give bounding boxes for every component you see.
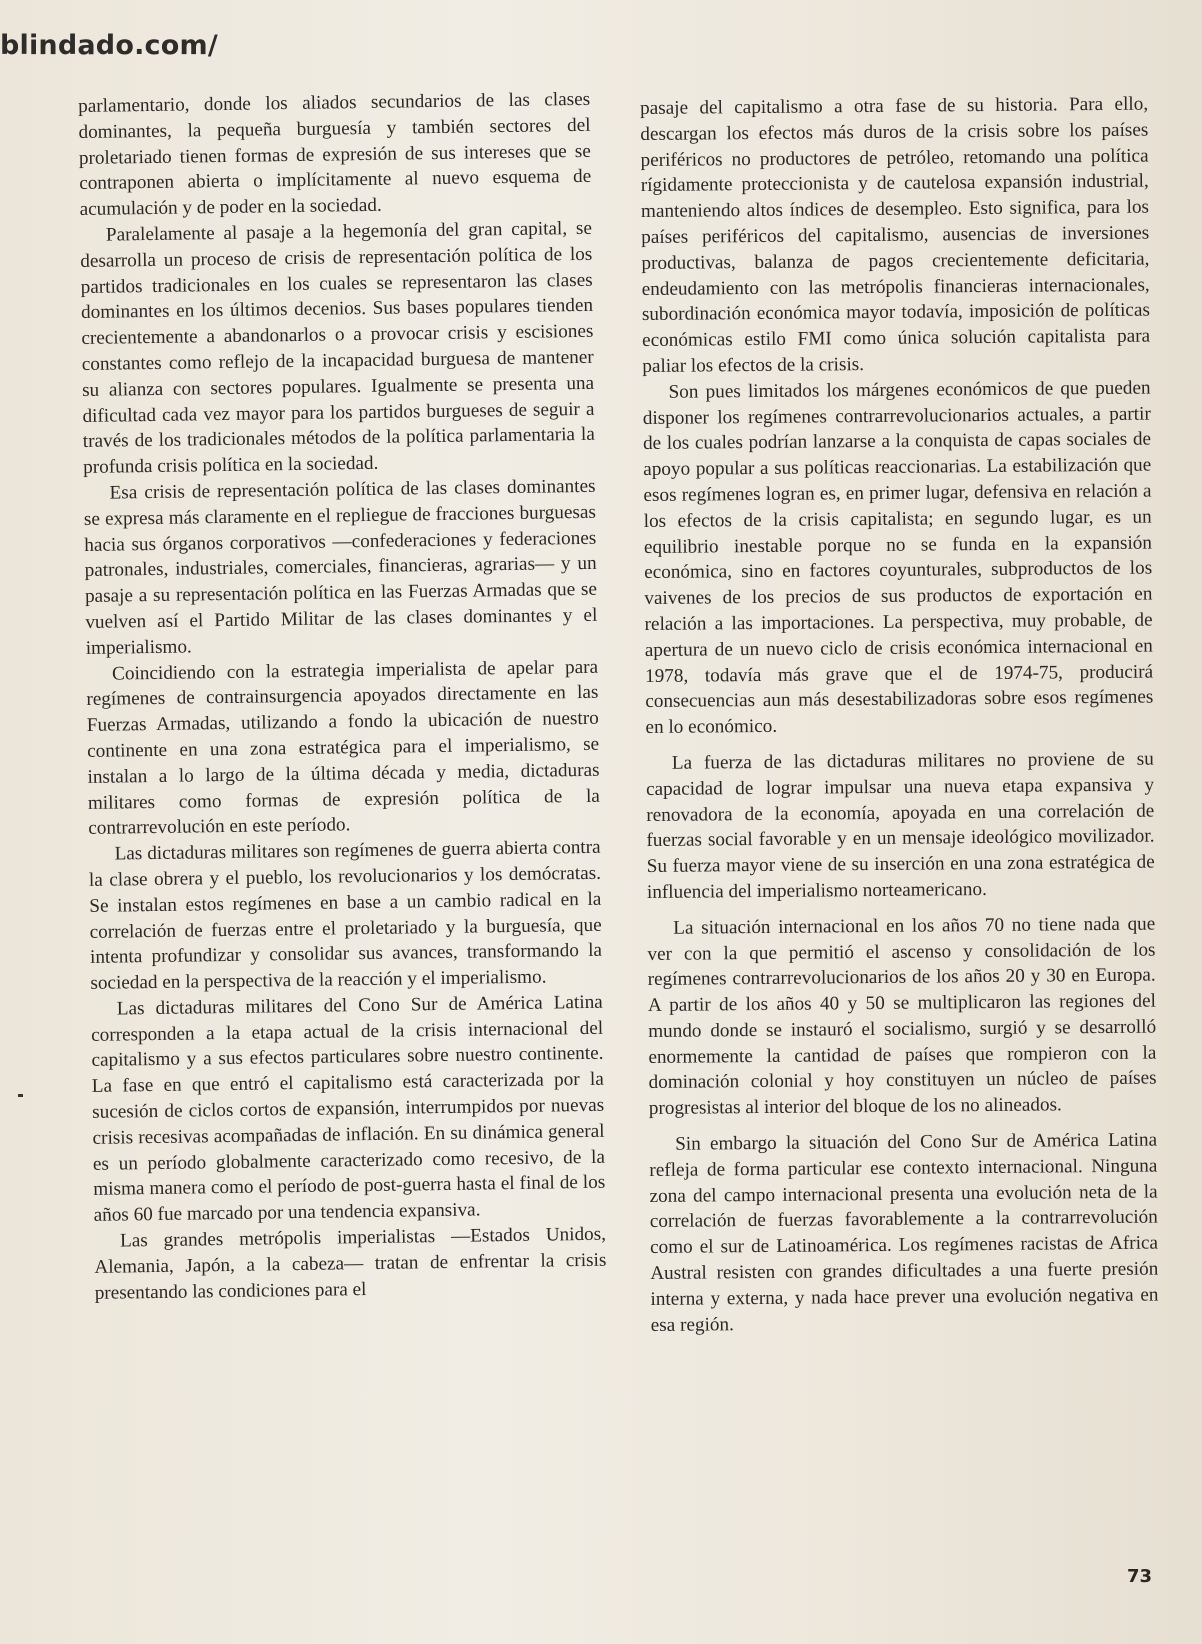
paragraph: Las grandes metrópolis imperialistas —Estados Unidos, Alemania, Japón, a la cabeza— tratan de enfrentar la crisis presentando las condiciones para el [94, 1223, 607, 1304]
paragraph: Esa crisis de representación política de las clases dominantes se expresa más claramente en el repliegue de fracciones burguesas hacia sus órganos corporativos —confederaciones y federaciones patronales, industriales, comerciales, financieras, agrarias— y un pasaje a su representación política en las Fuerzas Armadas que se vuelven así el Partido Militar de las clases dominantes y el imperialismo. [83, 475, 598, 659]
paragraph: pasaje del capitalismo a otra fase de su historia. Para ello, descargan los efectos más duros de la crisis sobre los países periféricos no productores de petróleo, retomando una política rígidamente proteccionista y de cautelosa expansión industrial, manteniendo altos índices de desempleo. Esto significa, para los países periféricos del capitalismo, ausencias de inversiones productivas, balanza de pagos crecientemente deficitaria, endeudamiento con las metrópolis financieras internacionales, subordinación económica mayor todavía, imposición de políticas económicas estilo FMI como única solución capitalista para paliar los efectos de la crisis. [640, 93, 1151, 377]
paragraph: Sin embargo la situación del Cono Sur de América Latina refleja de forma particular ese contexto internacional. Ninguna zona del campo internacional presenta una evolución neta de la correlación de fuerzas favorablemente a la contrarrevolución como el sur de Latinoamérica. Los regímenes racistas de Africa Austral resisten con grandes dificultades a una fuerte presión interna y externa, y nada hace prever una evolución negativa en esa región. [649, 1129, 1159, 1336]
right-column [640, 92, 1159, 1339]
watermark-url: blindado.com/ [0, 30, 218, 61]
paragraph: La situación internacional en los años 70 no tiene nada que ver con la que permitió el ascenso y consolidación de los regímenes contrarrevolucionarios de los años 20 y 30 en Europa. A partir de los años 40 y 50 se multiplicaron las regiones del mundo donde se instauró el socialismo, surgió y se desarrolló enormemente la cantidad de países que rompieron con la dominación colonial y hoy constituyen un núcleo de países progresistas al interior del bloque de los no alineados. [647, 913, 1157, 1120]
page-number: 73 [1127, 1566, 1153, 1587]
paragraph: Coincidiendo con la estrategia imperialista de apelar para regímenes de contrainsurgencia apoyados directamente en las Fuerzas Armadas, utilizando a fondo la ubicación de nuestro continente en una zona estratégica para el imperialismo, se instalan a lo largo de la última década y media, dictaduras militares como formas de expresión política de la contrarrevolución en este período. [86, 656, 600, 840]
left-column [78, 87, 607, 1306]
paragraph: Las dictaduras militares son regímenes de guerra abierta contra la clase obrera y el pueblo, los revolucionarios y los demócratas. Se instalan estos regímenes en base a un cambio radical en la correlación de fuerzas entre el proletariado y la burguesía, que intenta profundizar y consolidar sus avances, transformando la sociedad en la perspectiva de la reacción y el imperialismo. [88, 836, 603, 995]
paragraph: parlamentario, donde los aliados secundarios de las clases dominantes, la pequeña burguesía y también sectores del proletariado tienen formas de expresión de sus intereses que se contraponen abierta o implícitamente al nuevo esquema de acumulación y de poder en la sociedad. [78, 88, 592, 221]
paragraph: Las dictaduras militares del Cono Sur de América Latina corresponden a la etapa actual de la crisis internacional del capitalismo y a sus efectos particulares sobre nuestro continente. La fase en que entró el capitalismo está caracterizada por la sucesión de ciclos cortos de expansión, interrumpidos por nuevas crisis recesivas acompañadas de inflación. En su dinámica general es un período globalmente caracterizado como recesivo, de la misma manera como el período de post-guerra hasta el final de los años 60 fue marcado por una tendencia expansiva. [90, 991, 606, 1227]
margin-mark [18, 1094, 23, 1097]
paragraph: La fuerza de las dictaduras militares no proviene de su capacidad de lograr impulsar una nueva etapa expansiva y renovadora de la economía, apoyada en una correlación de fuerzas social favorable y en un mensaje ideológico movilizador. Su fuerza mayor viene de su inserción en una zona estratégica de influencia del imperialismo norteamericano. [645, 748, 1155, 903]
paragraph: Son pues limitados los márgenes económicos de que pueden disponer los regímenes contrarrevolucionarios actuales, a partir de los cuales podrían lanzarse a la conquista de capas sociales de apoyo popular a sus políticas reaccionarias. La estabilización que esos regímenes logran es, en primer lugar, defensiva en relación a los efectos de la crisis capitalista; en segundo lugar, es un equilibrio inestable porque no se funda en la expansión económica, sino en factores coyunturales, subproductos de los vaivenes de los precios de sus productos de exportación en relación a las importaciones. La perspectiva, muy probable, de apertura de un nuevo ciclo de crisis económica internacional en 1978, todavía más grave que el de 1974-75, producirá consecuencias aun más desestabilizadoras sobre esos regímenes en lo económico. [642, 377, 1154, 739]
paragraph: Paralelamente al pasaje a la hegemonía del gran capital, se desarrolla un proceso de crisis de representación política de los partidos tradicionales en los cuales se representaron las clases dominantes en los últimos decenios. Sus bases populares tienden crecientemente a abandonarlos o a provocar crisis y escisiones constantes como reflejo de la incapacidad burguesa de mantener su alianza con sectores populares. Igualmente se presenta una dificultad cada vez mayor para los partidos burgueses de seguir a través de los tradicionales métodos de la política parlamentaria la profunda crisis política en la sociedad. [80, 217, 595, 479]
